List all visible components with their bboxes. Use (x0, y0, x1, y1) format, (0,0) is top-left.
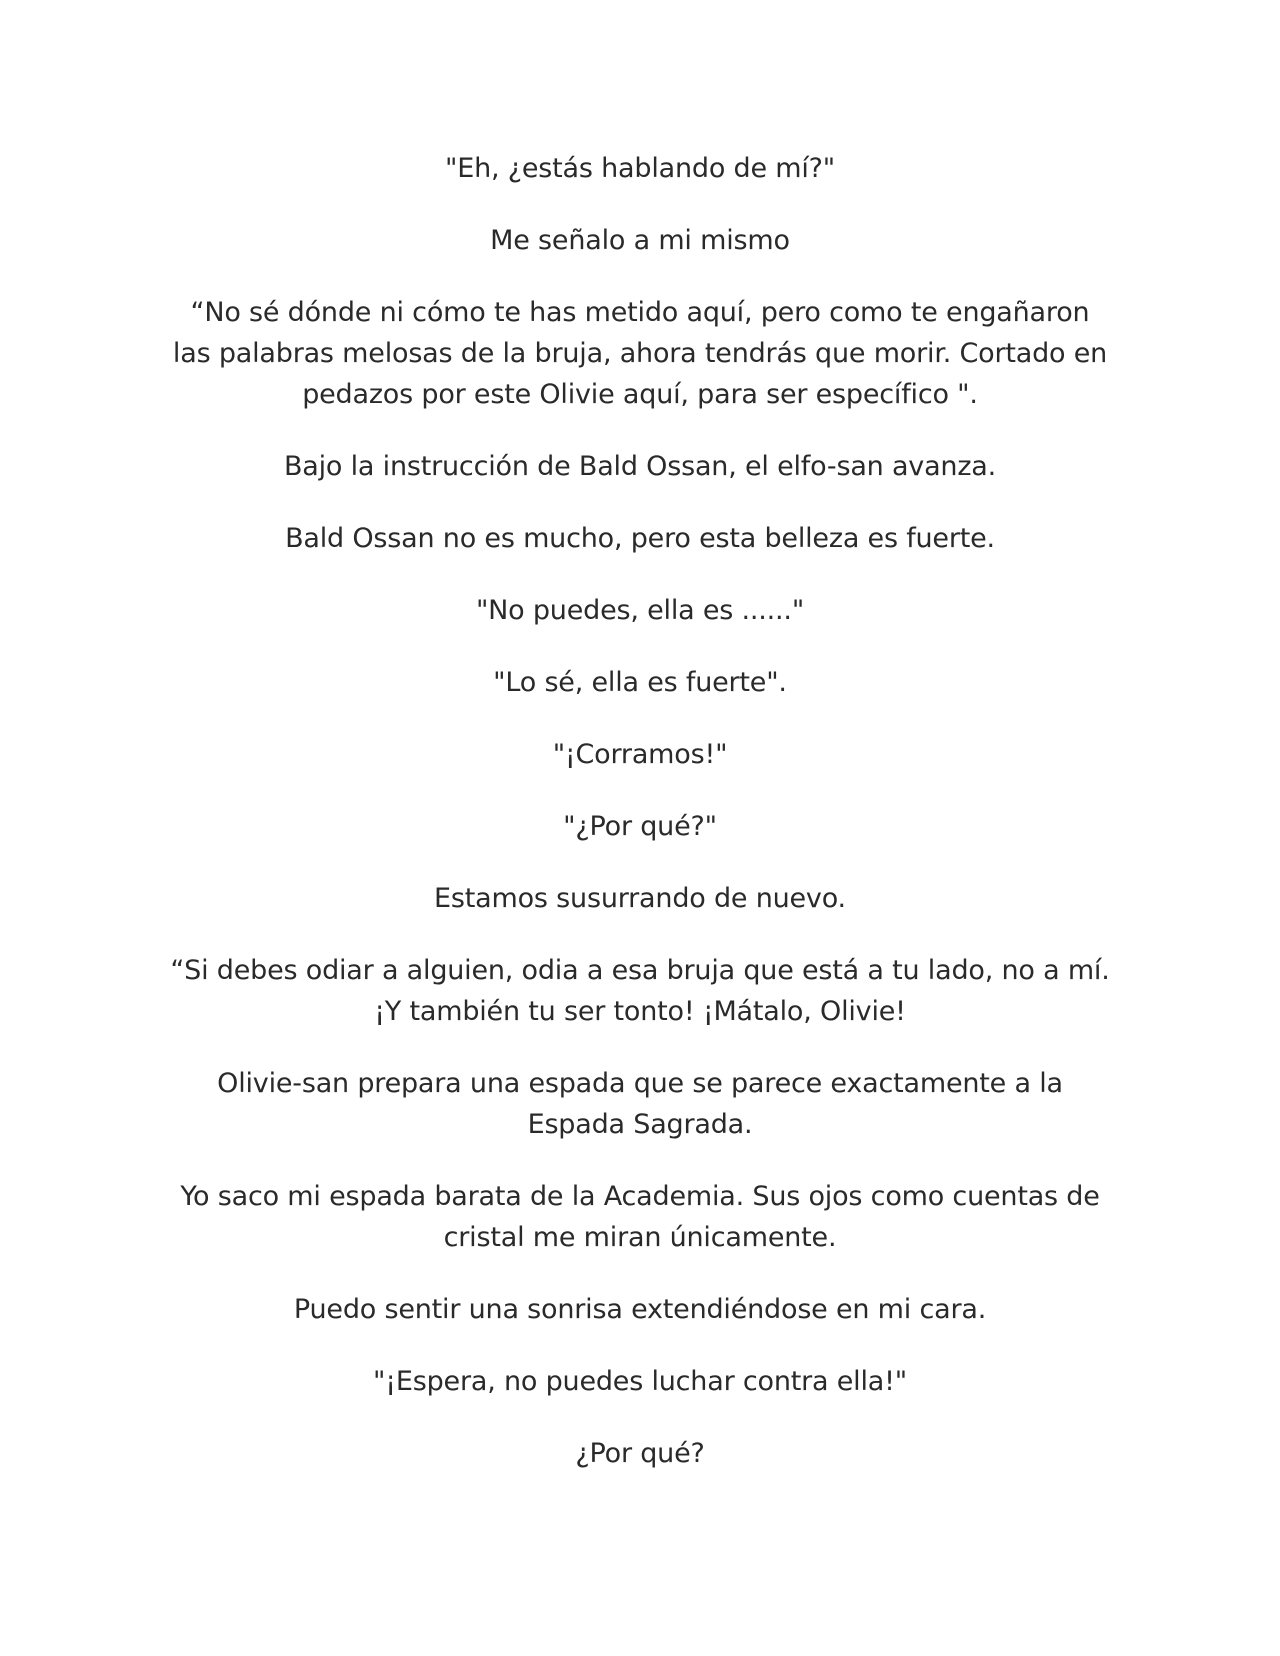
paragraph-14: Puedo sentir una sonrisa extendiéndose en mi cara. (293, 1294, 987, 1325)
document-body (170, 148, 1110, 1505)
paragraph-9: "¿Por qué?" (563, 811, 717, 842)
paragraph-15: "¡Espera, no puedes luchar contra ella!" (373, 1366, 907, 1397)
paragraph-10: Estamos susurrando de nuevo. (434, 883, 846, 914)
paragraph-12: Olivie-san prepara una espada que se parece exactamente a la Espada Sagrada. (217, 1068, 1063, 1140)
paragraph-16: ¿Por qué? (575, 1438, 705, 1469)
paragraph-8: "¡Corramos!" (552, 739, 728, 770)
paragraph-11: “Si debes odiar a alguien, odia a esa bruja que está a tu lado, no a mí. ¡Y también tu ser tonto! ¡Mátalo, Olivie! (170, 955, 1110, 1027)
paragraph-4: Bajo la instrucción de Bald Ossan, el elfo-san avanza. (283, 451, 997, 482)
paragraph-13: Yo saco mi espada barata de la Academia. Sus ojos como cuentas de cristal me miran únicamente. (180, 1181, 1100, 1253)
paragraph-1: "Eh, ¿estás hablando de mí?" (444, 153, 836, 184)
paragraph-2: Me señalo a mi mismo (490, 225, 790, 256)
paragraph-7: "Lo sé, ella es fuerte". (493, 667, 787, 698)
paragraph-3: “No sé dónde ni cómo te has metido aquí, pero como te engañaron las palabras melosas de la bruja, ahora tendrás que morir. Cortado en pedazos por este Olivie aquí, para ser específico ". (172, 297, 1108, 410)
paragraph-6: "No puedes, ella es ......" (475, 595, 805, 626)
paragraph-5: Bald Ossan no es mucho, pero esta belleza es fuerte. (285, 523, 995, 554)
